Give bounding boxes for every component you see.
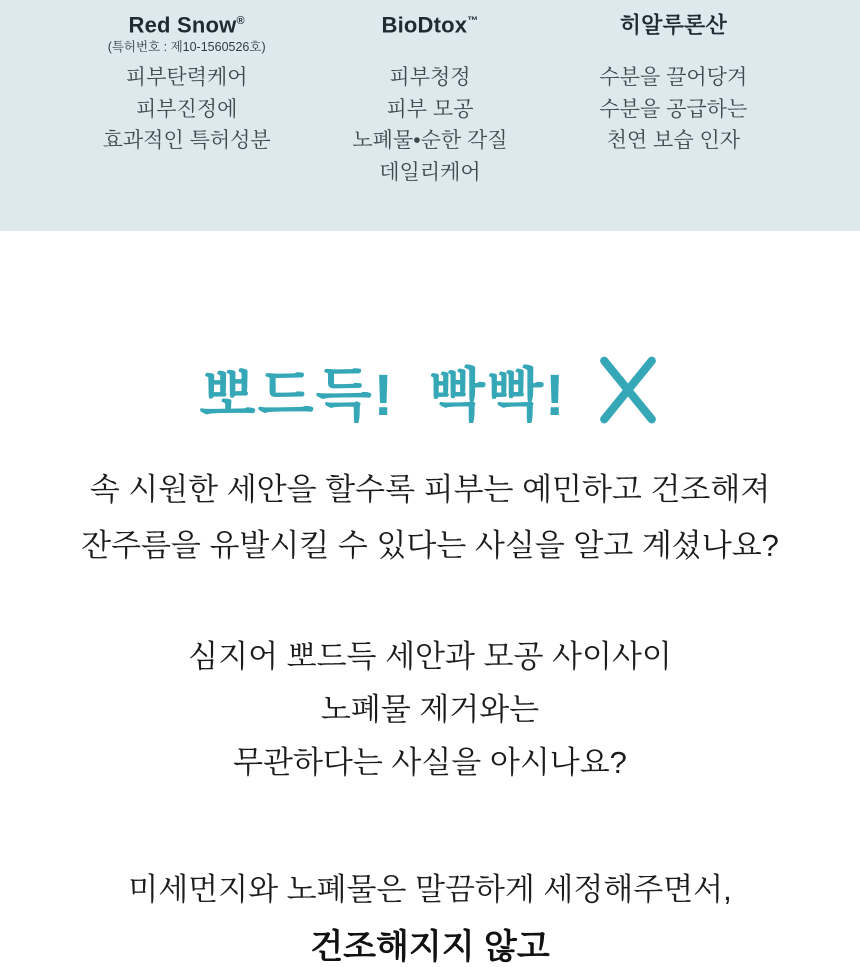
x-mark-icon — [596, 352, 660, 428]
paragraph-cleansing-intro — [0, 871, 860, 909]
ingredient-benefit-line: 피부진정에 — [135, 97, 238, 121]
paragraph-line: 미세먼지와 노폐물은 말끔하게 세정해주면서, — [128, 872, 732, 907]
ingredient-benefit-line: 수분을 공급하는 — [599, 97, 748, 121]
patent-number: (특허번호 : 제10-1560526호) — [107, 40, 266, 55]
ingredient-title-text: Red Snow — [128, 12, 237, 38]
ingredient-title — [308, 8, 551, 38]
ingredient-benefit-line: 노폐물•순한 각질 — [352, 129, 508, 152]
ingredients-section — [0, 0, 860, 231]
paragraph-line: 노폐물 제거와는 — [320, 692, 540, 727]
ingredient-benefit-line: 효과적인 특허성분 — [102, 129, 271, 152]
ingredient-title-text: 히알루론산 — [619, 12, 727, 38]
trademark-mark: ™ — [467, 15, 479, 27]
registered-mark: ® — [236, 15, 245, 27]
paragraph-line: 잔주름을 유발시킬 수 있다는 사실을 알고 계셨나요? — [81, 528, 779, 563]
ingredient-title — [65, 8, 308, 38]
paragraph-line: 속 시원한 세안을 할수록 피부는 예민하고 건조해져 — [89, 472, 771, 507]
paragraph-pore-fact — [0, 630, 860, 789]
ingredient-column-hyaluronic-acid — [552, 8, 795, 231]
ingredient-benefit-line: 데일리케어 — [379, 160, 481, 184]
ingredient-column-biodtox — [308, 8, 551, 231]
paragraph-dryness-warning — [0, 462, 860, 574]
bold-claim: 건조해지지 않고 — [310, 928, 550, 966]
ingredient-column-header — [65, 8, 308, 62]
ingredient-column-header — [308, 8, 551, 62]
ingredient-column-red-snow — [65, 8, 308, 231]
ingredient-benefit-line: 천연 보습 인자 — [606, 129, 741, 152]
ingredient-benefit-line: 피부탄력케어 — [125, 66, 248, 89]
ingredient-benefit-line: 피부 모공 — [386, 97, 474, 121]
ingredient-title — [552, 8, 795, 38]
ingredient-title-text: BioDtox — [381, 12, 468, 38]
ingredient-benefit-line: 수분을 끌어당겨 — [599, 66, 748, 89]
headline — [0, 348, 860, 432]
ingredient-column-header — [552, 8, 795, 62]
paragraph-line: 심지어 뽀드득 세안과 모공 사이사이 — [188, 639, 672, 674]
ingredient-benefit-line: 피부청정 — [389, 66, 471, 89]
paragraph-line: 무관하다는 사실을 아시나요? — [233, 745, 627, 780]
headline-text: 뽀드득! 빡빡! — [199, 363, 567, 428]
